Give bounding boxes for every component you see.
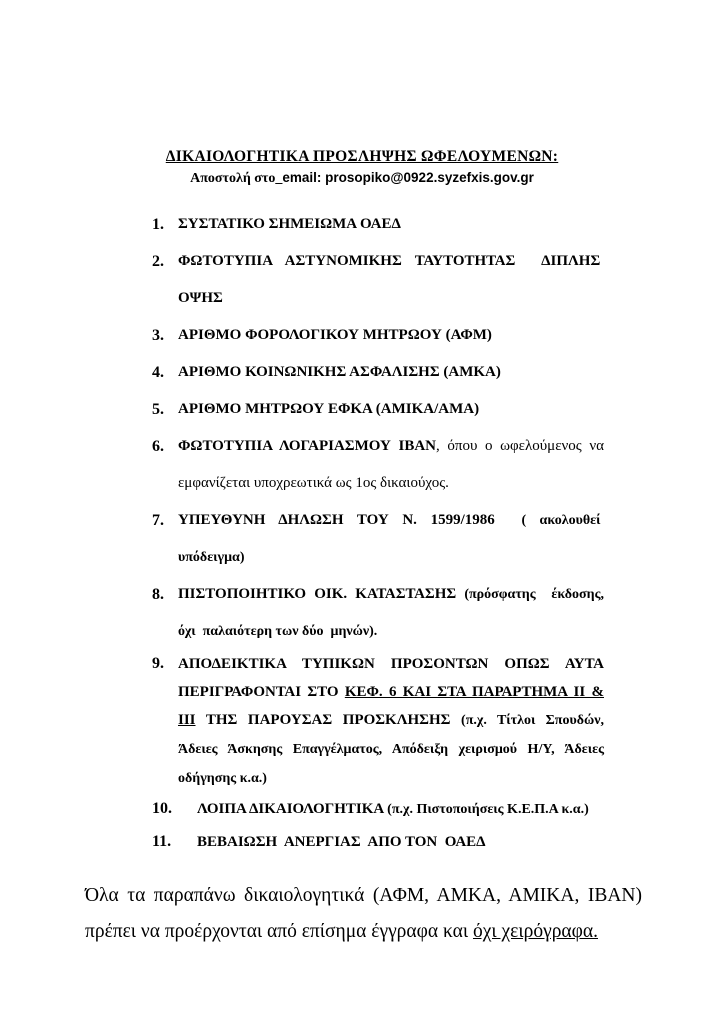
text-segment: (π.χ. Τίτλοι Σπουδών, Άδειες Άσκησης Επαγγέλματος, Απόδειξη χειρισμού Η/Υ, Άδειες οδήγησης κ.α.) [178,713,604,786]
list-item-number: 9. [152,655,164,672]
list-item-text [197,793,604,826]
list-item [152,502,604,576]
email-instruction-label: Αποστολή στο_ [190,171,283,186]
text-segment: ΒΕΒΑΙΩΣΗ ΑΝΕΡΓΙΑΣ ΑΠΟ ΤΟΝ ΟΑΕΔ [197,834,486,850]
list-item-text [178,576,604,650]
list-item [152,826,604,858]
list-item-text [178,206,604,243]
text-segment: ( ακολουθεί υπόδειγμα) [178,513,604,565]
text-segment: όχι χειρόγραφα. [472,921,598,942]
list-item-number: 4. [152,364,164,381]
list-item-text [178,243,604,317]
text-segment: ΑΡΙΘΜΟ ΚΟΙΝΩΝΙΚΗΣ ΑΣΦΑΛΙΣΗΣ (ΑΜΚΑ) [178,364,501,380]
list-item [152,428,604,502]
text-segment: ΠΙΣΤΟΠΟΙΗΤΙΚΟ ΟΙΚ. ΚΑΤΑΣΤΑΣΗΣ [178,586,465,602]
list-item-number: 1. [152,216,164,233]
list-item-number: 11. [152,833,172,850]
text-segment: ΦΩΤΟΤΥΠΙΑ ΑΣΤΥΝΟΜΙΚΗΣ ΤΑΥΤΟΤΗΤΑΣ ΔΙΠΛΗΣ ΟΨΗΣ [178,253,604,306]
list-item [152,354,604,391]
list-item-number: 2. [152,253,164,270]
list-item-number: 8. [152,586,164,603]
email-instruction-line [0,169,724,188]
list-item [152,391,604,428]
text-segment: (πρόσφατης έκδοσης, όχι παλαιότερη των δύο μηνών). [178,587,604,639]
text-segment: ΑΡΙΘΜΟ ΦΟΡΟΛΟΓΙΚΟΥ ΜΗΤΡΩΟΥ (ΑΦΜ) [178,327,492,343]
list-item-text [178,354,604,391]
text-segment: ΚΕΦ. 6 ΚΑΙ ΣΤΑ ΠΑΡΑΡΤΗΜΑ ΙΙ & ΙΙΙ [178,684,604,728]
text-segment: ΑΡΙΘΜΟ ΜΗΤΡΩΟΥ ΕΦΚΑ (ΑΜΙΚΑ/ΑΜΑ) [178,401,480,417]
list-item-number: 7. [152,512,164,529]
text-segment: ΛΟΙΠΑ ΔΙΚΑΙΟΛΟΓΗΤΙΚΑ [197,801,388,817]
list-item-text [178,428,604,502]
list-item-number: 10. [152,800,172,817]
list-item [152,793,604,826]
list-item [152,576,604,650]
text-segment: ΤΗΣ ΠΑΡΟΥΣΑΣ ΠΡΟΣΚΛΗΣΗΣ [195,712,462,728]
list-item-number: 5. [152,401,164,418]
text-segment: ΣΥΣΤΑΤΙΚΟ ΣΗΜΕΙΩΜΑ ΟΑΕΔ [178,216,401,232]
list-item-number: 3. [152,327,164,344]
email-address: email: prosopiko@0922.syzefxis.gov.gr [282,170,534,185]
page-title: ΔΙΚΑΙΟΛΟΓΗΤΙΚΑ ΠΡΟΣΛΗΨΗΣ ΩΦΕΛΟΥΜΕΝΩΝ: [165,148,559,165]
list-item [152,243,604,317]
list-item-number: 6. [152,438,164,455]
list-item [152,650,604,793]
list-item-text [178,391,604,428]
document-list [152,206,604,858]
text-segment: ΦΩΤΟΤΥΠΙΑ ΛΟΓΑΡΙΑΣΜΟΥ ΙΒΑΝ [178,438,436,454]
list-item [152,206,604,243]
text-segment: , όπου ο ωφελούμενος να εμφανίζεται υποχρεωτικά ως 1ος δικαιούχος. [178,438,605,491]
footer-note [85,878,642,950]
list-item-text [178,650,604,793]
list-item-text [178,502,604,576]
text-segment: Όλα τα παραπάνω δικαιολογητικά (ΑΦΜ, ΑΜΚΑ, ΑΜΙΚΑ, ΙΒΑΝ) πρέπει να προέρχονται από επίσημα έγγραφα και [85,885,642,942]
list-item-text [178,317,604,354]
text-segment: (π.χ. Πιστοποιήσεις Κ.Ε.Π.Α κ.α.) [387,802,589,817]
list-item [152,317,604,354]
list-item-text [197,826,604,858]
text-segment: ΑΠΟΔΕΙΚΤΙΚΑ ΤΥΠΙΚΩΝ ΠΡΟΣΟΝΤΩΝ ΟΠΩΣ ΑΥΤΑ ΠΕΡΙΓΡΑΦΟΝΤΑΙ ΣΤΟ [178,656,604,700]
text-segment: ΥΠΕΥΘΥΝΗ ΔΗΛΩΣΗ ΤΟΥ Ν. 1599/1986 [178,512,495,528]
document-header [0,0,724,188]
